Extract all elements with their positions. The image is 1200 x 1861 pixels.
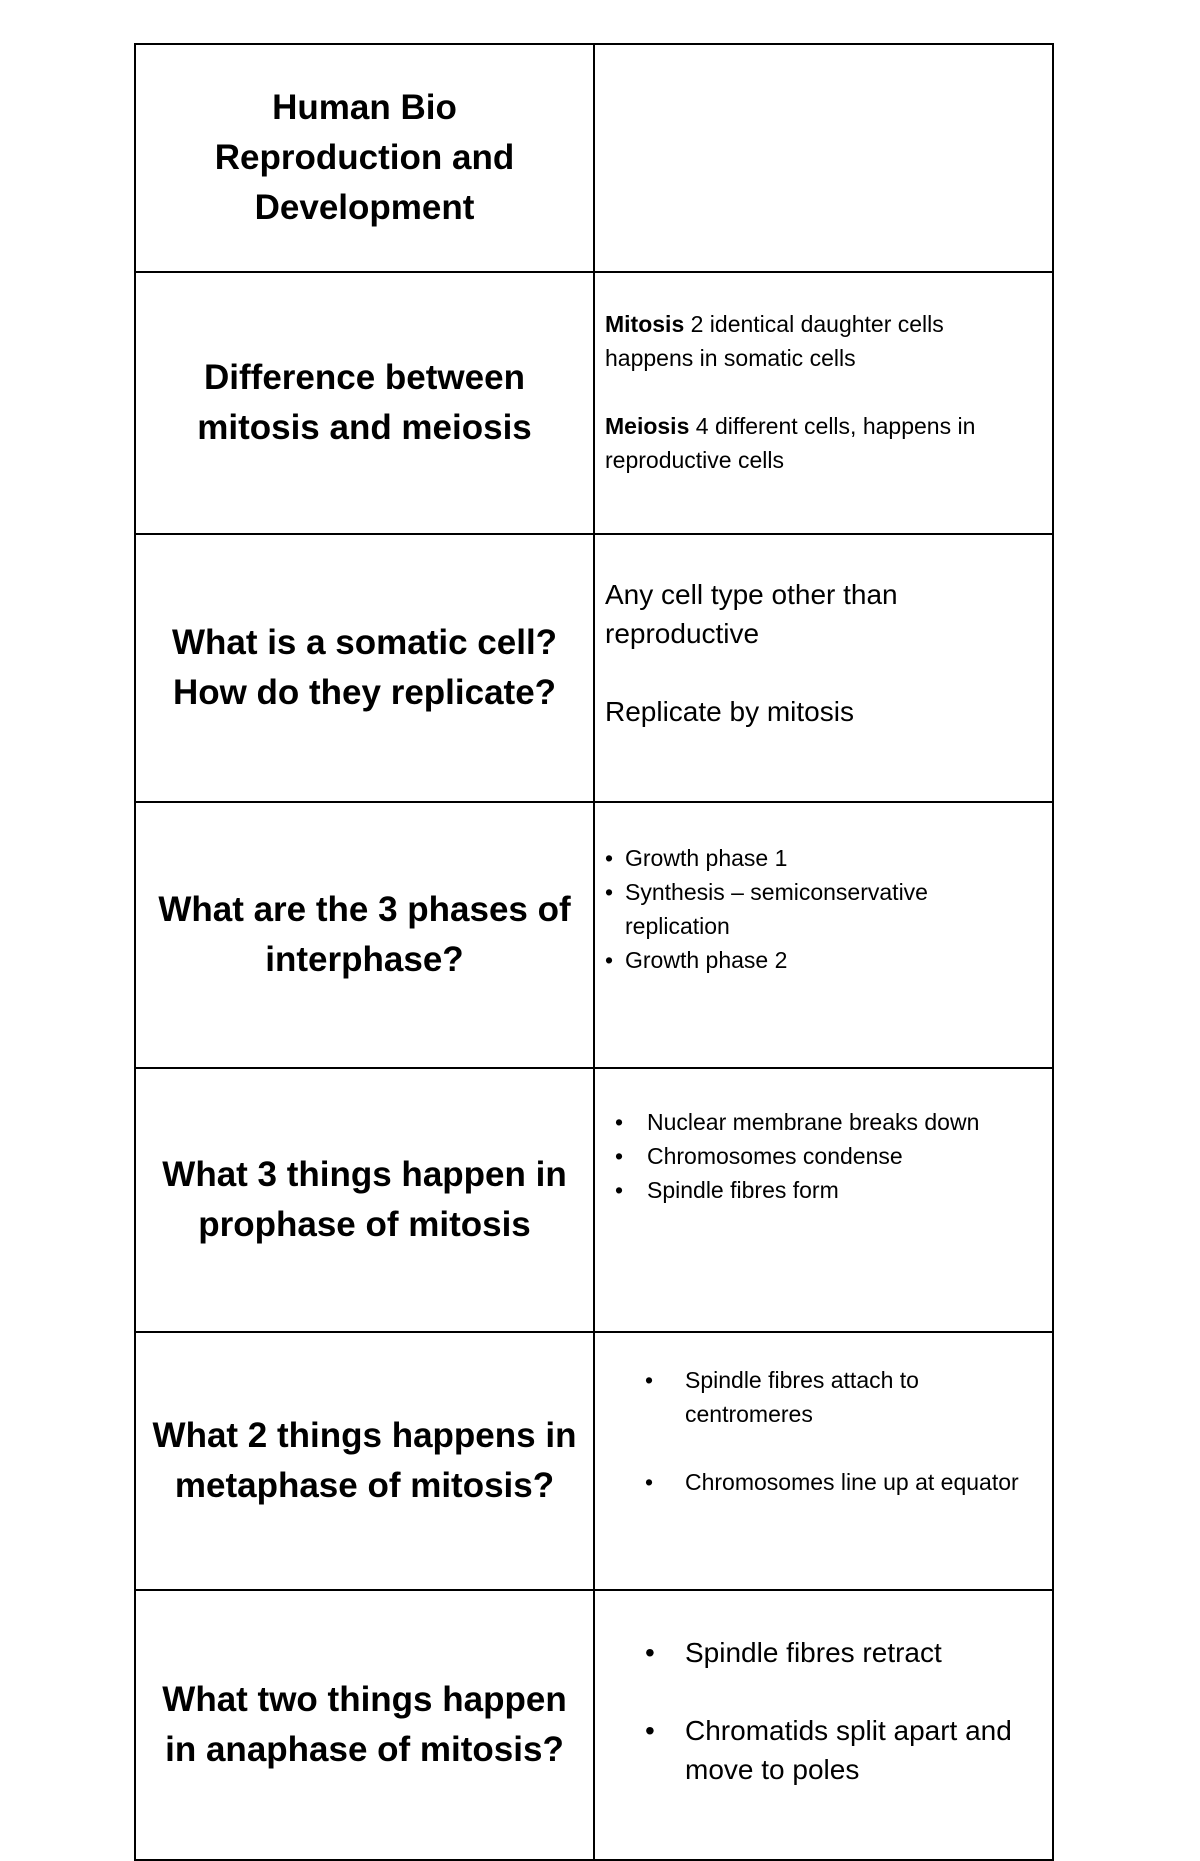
card-row-prophase <box>135 1068 1053 1332</box>
bullet-icon: • <box>615 1109 624 1135</box>
list-item: • Chromatids split apart and move to poles <box>645 1711 1036 1789</box>
mitosis-answer <box>605 307 1036 375</box>
list-item: • Spindle fibres form <box>615 1173 1036 1207</box>
bullet-list <box>605 841 1036 977</box>
question-line-2: metaphase of mitosis? <box>174 1466 555 1505</box>
answer-cell <box>594 1332 1053 1590</box>
card-row-somatic-cell <box>135 534 1053 802</box>
meiosis-answer <box>605 409 1036 477</box>
question-cell <box>135 1590 594 1860</box>
question-line-2: mitosis and meiosis <box>197 408 532 447</box>
title-line-3: Development <box>254 188 475 227</box>
title-cell <box>135 44 594 272</box>
question-line-1: What two things happen <box>162 1680 567 1719</box>
card-row-anaphase <box>135 1590 1053 1860</box>
answer-line-2: Replicate by mitosis <box>605 696 854 727</box>
bullet-icon: • <box>605 845 614 871</box>
list-item: • Chromosomes line up at equator <box>645 1465 1036 1499</box>
question-cell <box>135 802 594 1068</box>
bullet-icon: • <box>615 1143 624 1169</box>
meiosis-term: Meiosis <box>605 413 690 439</box>
title-row <box>135 44 1053 272</box>
card-row-metaphase <box>135 1332 1053 1590</box>
question-line-1: What are the 3 phases of <box>158 890 571 929</box>
list-item: • Spindle fibres attach to centromeres <box>645 1363 1036 1431</box>
question-line-2: interphase? <box>265 940 464 979</box>
answer-cell <box>594 1068 1053 1332</box>
question-line-2: How do they replicate? <box>172 673 557 712</box>
list-item: • Spindle fibres retract <box>645 1633 1036 1672</box>
list-item: • Chromosomes condense <box>615 1139 1036 1173</box>
question-line-2: prophase of mitosis <box>198 1205 531 1244</box>
question-cell <box>135 272 594 534</box>
title-line-1: Human Bio <box>272 88 457 127</box>
question-line-2: in anaphase of mitosis? <box>165 1730 564 1769</box>
card-row-interphase <box>135 802 1053 1068</box>
answer-cell <box>594 1590 1053 1860</box>
flashcard-table <box>134 43 1054 1861</box>
answer-cell <box>594 272 1053 534</box>
question-cell <box>135 534 594 802</box>
mitosis-text: 2 identical daughter cells happens in somatic cells <box>605 311 944 371</box>
answer-cell <box>594 534 1053 802</box>
bullet-icon: • <box>615 1177 624 1203</box>
bullet-icon: • <box>645 1715 655 1746</box>
question-line-1: What is a somatic cell? <box>171 623 558 662</box>
meiosis-text: 4 different cells, happens in reproductive cells <box>605 413 976 473</box>
bullet-icon: • <box>605 947 614 973</box>
bullet-list <box>605 1363 1036 1499</box>
title-answer-cell-empty <box>594 44 1053 272</box>
bullet-icon: • <box>645 1367 654 1393</box>
answer-cell <box>594 802 1053 1068</box>
bullet-icon: • <box>645 1469 654 1495</box>
card-row-mitosis-meiosis <box>135 272 1053 534</box>
list-item: • Growth phase 1 <box>605 841 1036 875</box>
mitosis-term: Mitosis <box>605 311 685 337</box>
title-line-2: Reproduction and <box>214 138 515 177</box>
question-line-1: Difference between <box>204 358 525 397</box>
answer-line-1: Any cell type other than reproductive <box>605 579 898 649</box>
list-item: • Growth phase 2 <box>605 943 1036 977</box>
list-item: • Nuclear membrane breaks down <box>615 1105 1036 1139</box>
question-cell <box>135 1068 594 1332</box>
question-line-1: What 2 things happens in <box>152 1416 577 1455</box>
bullet-list <box>605 1633 1036 1789</box>
bullet-icon: • <box>605 879 614 905</box>
question-line-1: What 3 things happen in <box>162 1155 567 1194</box>
bullet-list <box>605 1105 1036 1207</box>
list-item: • Synthesis – semiconservative replication <box>605 875 1036 943</box>
question-cell <box>135 1332 594 1590</box>
bullet-icon: • <box>645 1637 655 1668</box>
